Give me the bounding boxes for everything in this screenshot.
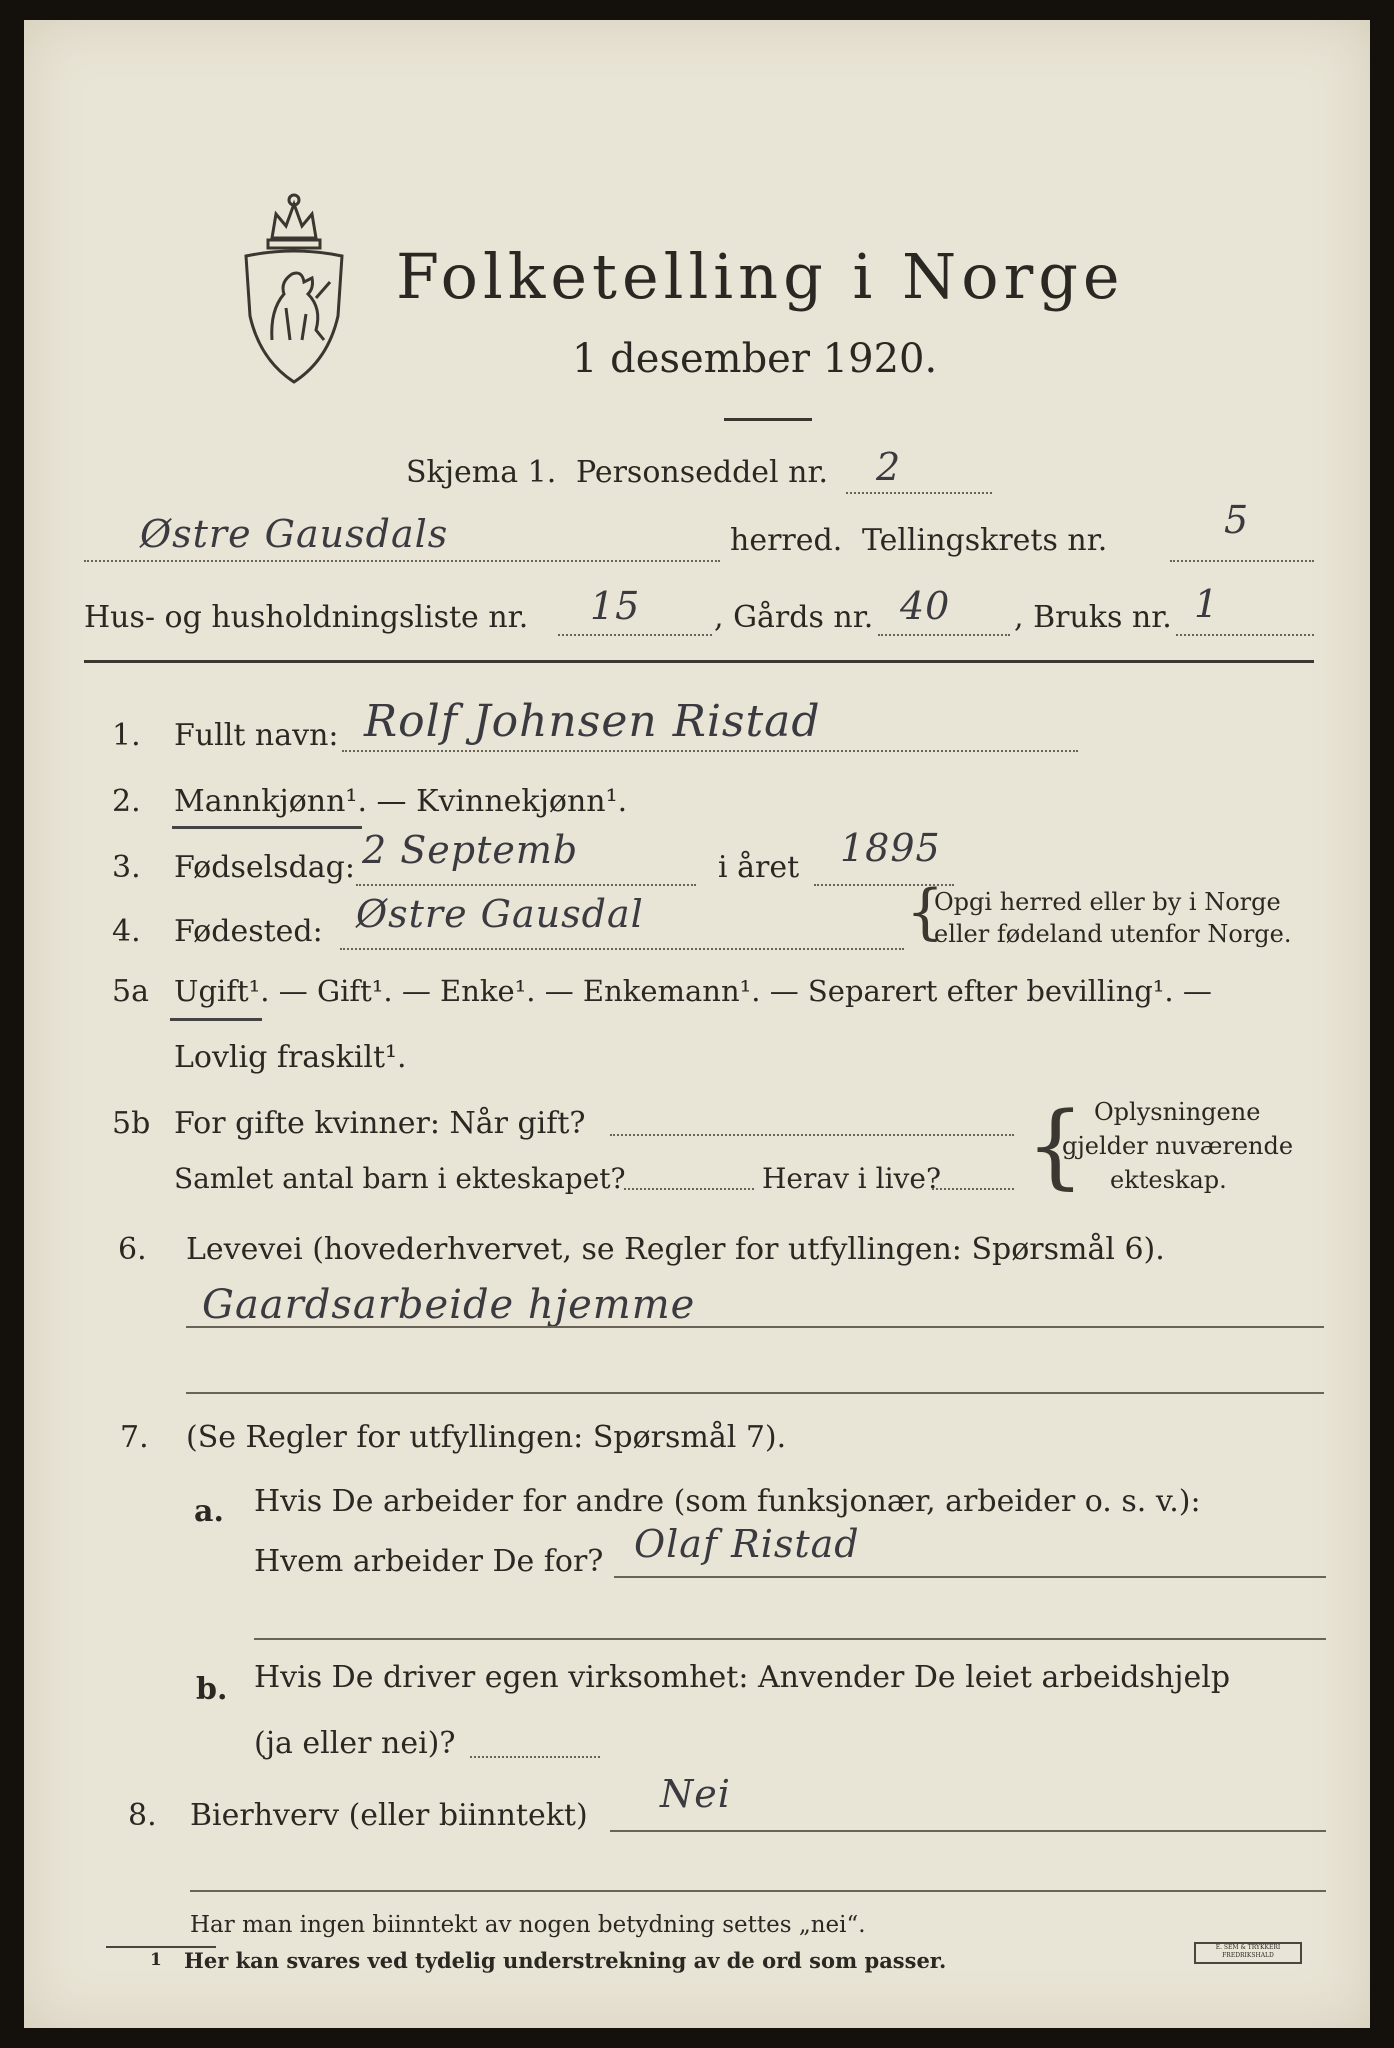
q6-line2 xyxy=(186,1392,1324,1394)
q4-note-line1: Opgi herred eller by i Norge xyxy=(934,888,1281,916)
personseddel-label: Personseddel nr. xyxy=(576,455,829,490)
herred-value[interactable]: Østre Gausdals xyxy=(140,512,449,556)
bruks-value[interactable]: 1 xyxy=(1194,582,1220,626)
q1-line xyxy=(342,750,1078,752)
q8-extra-line xyxy=(190,1890,1326,1892)
q4-line xyxy=(340,948,904,950)
printer-stamp-text: E. SEM & TRYKKERI FREDRIKSHALD xyxy=(1215,1944,1281,1959)
q7a-letter: a. xyxy=(194,1494,224,1529)
q2-underline-mark xyxy=(172,826,362,829)
q7-number: 7. xyxy=(120,1420,149,1455)
gards-value[interactable]: 40 xyxy=(900,584,951,628)
norwegian-coat-of-arms-icon xyxy=(232,190,356,390)
q2-number: 2. xyxy=(112,784,141,819)
q7a-value[interactable]: Olaf Ristad xyxy=(634,1522,860,1566)
title-divider xyxy=(724,418,812,421)
q8-number: 8. xyxy=(128,1798,157,1833)
hus-value[interactable]: 15 xyxy=(590,584,641,628)
q5b-line2b: Herav i live? xyxy=(762,1162,941,1195)
hus-label: Hus- og husholdningsliste nr. xyxy=(84,600,529,635)
tellingskrets-label: Tellingskrets nr. xyxy=(862,523,1108,558)
q7b-letter: b. xyxy=(196,1672,228,1707)
q6-line1 xyxy=(186,1326,1324,1328)
q5b-note-line2: gjelder nuværende xyxy=(1062,1132,1294,1160)
q8-value[interactable]: Nei xyxy=(660,1772,731,1816)
q5a-underline-mark xyxy=(170,1018,262,1021)
hus-line xyxy=(558,634,712,636)
q7b-line xyxy=(470,1756,600,1758)
q3-year-value[interactable]: 1895 xyxy=(840,826,941,870)
q7b-line1: Hvis De driver egen virksomhet: Anvender De leiet arbeidshjelp xyxy=(254,1660,1231,1695)
q2-label: Mannkjønn¹. — Kvinnekjønn¹. xyxy=(174,784,628,819)
bruks-label: , Bruks nr. xyxy=(1014,600,1172,635)
q5b-number: 5b xyxy=(112,1106,151,1141)
q6-number: 6. xyxy=(118,1232,147,1267)
footnote-text: Her kan svares ved tydelig understrekning av de ord som passer. xyxy=(184,1948,947,1973)
printer-stamp xyxy=(1194,1942,1302,1964)
q5b-gift-line xyxy=(610,1134,1014,1136)
q8-label: Bierhverv (eller biinntekt) xyxy=(190,1798,588,1833)
q6-value[interactable]: Gaardsarbeide hjemme xyxy=(202,1282,696,1328)
q7a-line xyxy=(614,1576,1326,1578)
q5b-live-line xyxy=(932,1188,1014,1190)
personseddel-value[interactable]: 2 xyxy=(876,445,902,489)
header-separator xyxy=(84,660,1314,663)
q1-label: Fullt navn: xyxy=(174,718,339,753)
q5a-line2: Lovlig fraskilt¹. xyxy=(174,1040,407,1075)
q3-date-value[interactable]: 2 Septemb xyxy=(362,828,579,872)
herred-line xyxy=(84,560,720,562)
q5b-line2a: Samlet antal barn i ekteskapet? xyxy=(174,1162,626,1195)
q8-line xyxy=(610,1830,1326,1832)
personseddel-line xyxy=(846,492,992,494)
form-subtitle: 1 desember 1920. xyxy=(572,336,938,382)
census-form-page xyxy=(24,20,1370,2028)
q5b-note-brace: { xyxy=(1026,1092,1085,1199)
gards-line xyxy=(878,634,1010,636)
q5b-note-line3: ekteskap. xyxy=(1110,1166,1227,1194)
gards-label: , Gårds nr. xyxy=(714,600,874,635)
q4-value[interactable]: Østre Gausdal xyxy=(356,892,644,936)
bottom-note: Har man ingen biinntekt av nogen betydning settes „nei“. xyxy=(190,1912,866,1938)
footnote-number: 1 xyxy=(150,1950,162,1970)
q7b-line2: (ja eller nei)? xyxy=(254,1726,456,1761)
tellingskrets-line xyxy=(1170,560,1314,562)
q4-note-brace: { xyxy=(906,877,945,947)
q7-label: (Se Regler for utfyllingen: Spørsmål 7). xyxy=(186,1420,787,1455)
q5a-line1: Ugift¹. — Gift¹. — Enke¹. — Enkemann¹. — Separert efter bevilling¹. — xyxy=(174,974,1212,1008)
q7a-extra-line xyxy=(254,1638,1326,1640)
q4-number: 4. xyxy=(112,914,141,949)
q5b-line1: For gifte kvinner: Når gift? xyxy=(174,1106,586,1141)
q5b-barn-line xyxy=(624,1188,754,1190)
q5a-number: 5a xyxy=(112,974,149,1009)
q3-label: Fødselsdag: xyxy=(174,850,355,885)
q1-number: 1. xyxy=(112,718,141,753)
herred-label: herred. xyxy=(730,523,843,558)
q1-value[interactable]: Rolf Johnsen Ristad xyxy=(364,696,821,747)
q4-note-line2: eller fødeland utenfor Norge. xyxy=(934,920,1292,948)
q3-year-label: i året xyxy=(718,850,800,885)
q7a-line2: Hvem arbeider De for? xyxy=(254,1544,604,1579)
q7a-line1: Hvis De arbeider for andre (som funksjonær, arbeider o. s. v.): xyxy=(254,1484,1201,1519)
form-title: Folketelling i Norge xyxy=(396,240,1125,313)
q3-date-line xyxy=(356,884,696,886)
schema-label: Skjema 1. xyxy=(406,455,557,490)
q6-label: Levevei (hovederhvervet, se Regler for utfyllingen: Spørsmål 6). xyxy=(186,1232,1165,1267)
q3-number: 3. xyxy=(112,850,141,885)
bruks-line xyxy=(1176,634,1314,636)
tellingskrets-value[interactable]: 5 xyxy=(1224,498,1250,542)
q5b-note-line1: Oplysningene xyxy=(1094,1098,1261,1126)
q4-label: Fødested: xyxy=(174,914,323,949)
